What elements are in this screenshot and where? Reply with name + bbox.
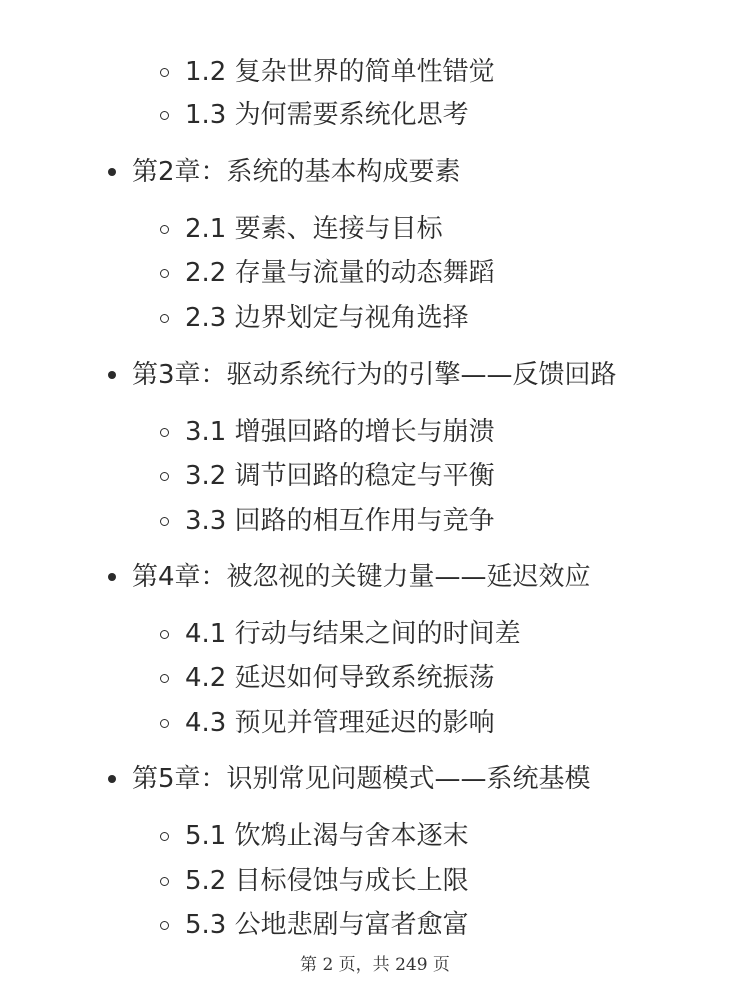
toc-entry-label: 5.1 饮鸩止渴与舍本逐末 xyxy=(185,821,469,851)
toc-section-4-1[interactable] xyxy=(160,617,521,651)
toc-entry-label: 5.3 公地悲剧与富者愈富 xyxy=(185,910,469,940)
toc-section-2-2[interactable] xyxy=(160,256,495,290)
circle-bullet-icon xyxy=(160,68,169,77)
page-indicator: 第 2 页，共 249 页 xyxy=(300,955,450,975)
toc-entry-label: 第3章：驱动系统行为的引擎——反馈回路 xyxy=(132,360,617,390)
toc-chapter-2[interactable] xyxy=(108,155,461,189)
disc-bullet-icon xyxy=(108,168,116,176)
disc-bullet-icon xyxy=(108,371,116,379)
toc-section-2-3[interactable] xyxy=(160,301,469,335)
circle-bullet-icon xyxy=(160,921,169,930)
toc-section-2-1[interactable] xyxy=(160,212,443,246)
toc-section-3-3[interactable] xyxy=(160,504,495,538)
circle-bullet-icon xyxy=(160,517,169,526)
toc-entry-label: 5.2 目标侵蚀与成长上限 xyxy=(185,866,469,896)
toc-section-1-3[interactable] xyxy=(160,98,469,132)
toc-entry-label: 4.3 预见并管理延迟的影响 xyxy=(185,708,495,738)
toc-section-3-2[interactable] xyxy=(160,459,495,493)
toc-entry-label: 4.1 行动与结果之间的时间差 xyxy=(185,619,521,649)
toc-entry-label: 2.1 要素、连接与目标 xyxy=(185,214,443,244)
circle-bullet-icon xyxy=(160,314,169,323)
circle-bullet-icon xyxy=(160,428,169,437)
toc-section-1-2[interactable] xyxy=(160,55,495,89)
toc-chapter-5[interactable] xyxy=(108,762,591,796)
toc-entry-label: 第5章：识别常见问题模式——系统基模 xyxy=(132,764,591,794)
toc-entry-label: 1.2 复杂世界的简单性错觉 xyxy=(185,57,495,87)
toc-entry-label: 3.2 调节回路的稳定与平衡 xyxy=(185,461,495,491)
disc-bullet-icon xyxy=(108,775,116,783)
circle-bullet-icon xyxy=(160,674,169,683)
toc-section-5-2[interactable] xyxy=(160,864,469,898)
circle-bullet-icon xyxy=(160,719,169,728)
toc-entry-label: 3.1 增强回路的增长与崩溃 xyxy=(185,417,495,447)
toc-section-5-1[interactable] xyxy=(160,819,469,853)
toc-chapter-4[interactable] xyxy=(108,560,591,594)
circle-bullet-icon xyxy=(160,111,169,120)
toc-section-4-2[interactable] xyxy=(160,661,495,695)
toc-entry-label: 2.3 边界划定与视角选择 xyxy=(185,303,469,333)
circle-bullet-icon xyxy=(160,832,169,841)
circle-bullet-icon xyxy=(160,877,169,886)
toc-entry-label: 第4章：被忽视的关键力量——延迟效应 xyxy=(132,562,591,592)
toc-section-5-3[interactable] xyxy=(160,908,469,942)
toc-entry-label: 2.2 存量与流量的动态舞蹈 xyxy=(185,258,495,288)
disc-bullet-icon xyxy=(108,573,116,581)
circle-bullet-icon xyxy=(160,630,169,639)
toc-entry-label: 1.3 为何需要系统化思考 xyxy=(185,100,469,130)
circle-bullet-icon xyxy=(160,269,169,278)
toc-entry-label: 3.3 回路的相互作用与竞争 xyxy=(185,506,495,536)
circle-bullet-icon xyxy=(160,472,169,481)
toc-entry-label: 第2章：系统的基本构成要素 xyxy=(132,157,461,187)
toc-section-4-3[interactable] xyxy=(160,706,495,740)
circle-bullet-icon xyxy=(160,225,169,234)
toc-chapter-3[interactable] xyxy=(108,358,617,392)
toc-entry-label: 4.2 延迟如何导致系统振荡 xyxy=(185,663,495,693)
toc-section-3-1[interactable] xyxy=(160,415,495,449)
